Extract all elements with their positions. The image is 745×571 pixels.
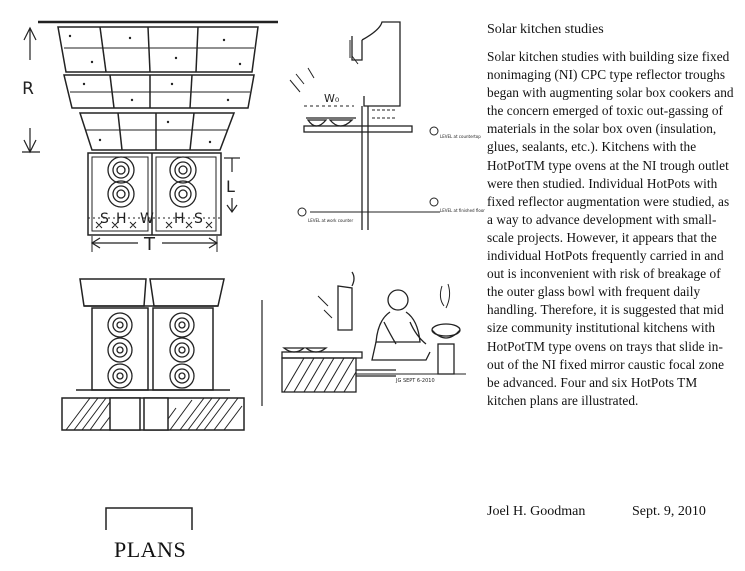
caption-title: Solar kitchen studies [487, 22, 604, 37]
plans-label: PLANS [114, 537, 187, 562]
level-note-countertop: LEVEL at countertop [440, 134, 481, 139]
dimension-wo-label: W₀ [324, 92, 340, 105]
caption-body: Solar kitchen studies with building size fixed nonimaging (NI) CPC type reflector troughs began with augmenting solar box cookers and the concern emerged of toxic out-gassing of materials in the solar box oven (insulation, glues, sealants, etc.). Kitchens with the HotPotTM type ovens at the NI trough outlet were then studied. Individual HotPots with fixed reflector augmentation were studied, as a way to advance development with small-scale projects. However, it appears that the individual HotPots frequently carried in and out is inconvenient with risk of breakage of the outer glass bowl with frequent daily handling. Therefore, it is suggested that mid size community institutional kitchens with HotPotTM type ovens on trays that slide in-out of the NI fixed mirror caustic focal zone be advanced. Four and six HotPots TM kitchen plans are illustrated. [487, 49, 734, 408]
dimension-s-right-label: S [194, 211, 203, 227]
dimension-s-left-label: S [100, 211, 109, 227]
drawing-signature: JG SEPT 6-2010 [396, 378, 435, 384]
dimension-t-label: T [144, 234, 155, 255]
level-note-workcounter: LEVEL at work counter [308, 218, 354, 223]
caption-date: Sept. 9, 2010 [632, 504, 706, 519]
dimension-w-label: W [140, 211, 154, 227]
section-seated-cook [262, 272, 466, 406]
plans-outline [106, 508, 192, 530]
dimension-r-label: R [22, 79, 34, 99]
section-hotpot-counter [290, 22, 485, 230]
dimension-h-right-label: H [174, 211, 185, 227]
plan-six-hotpots [22, 22, 278, 255]
dimension-h-left-label: H [116, 211, 127, 227]
dimension-l-label: L [226, 177, 235, 196]
level-note-floor: LEVEL at finished floor [440, 208, 485, 213]
plan-six-hotpot-variant [62, 279, 244, 430]
caption-author: Joel H. Goodman [487, 504, 586, 519]
